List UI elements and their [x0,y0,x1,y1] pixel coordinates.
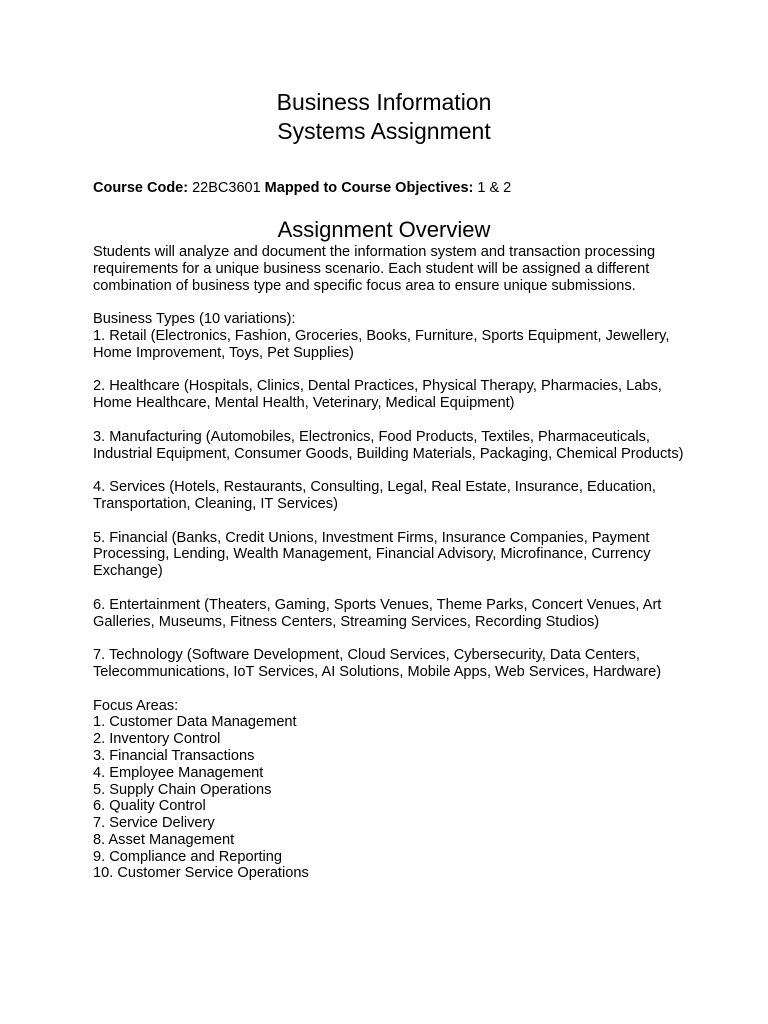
course-code-value: 22BC3601 [192,180,261,196]
business-types-heading: Business Types (10 variations): [93,311,296,328]
list-item: 5. Financial (Banks, Credit Unions, Investment Firms, Insurance Companies, Payment Processing, Lending, Wealth Management, Financial Advisory, Microfinance, Currency Exchange) [93,529,651,580]
list-item: 3. Financial Transactions [93,747,255,764]
list-item: 1. Retail (Electronics, Fashion, Groceries, Books, Furniture, Sports Equipment, Jewellery, Home Improvement, Toys, Pet Supplies) [93,327,670,361]
course-code-label: Course Code: [93,180,189,196]
list-item: 7. Service Delivery [93,815,215,832]
overview-body [93,244,693,882]
list-item: 2. Inventory Control [93,731,221,748]
list-item: 3. Manufacturing (Automobiles, Electronics, Food Products, Textiles, Pharmaceuticals, Industrial Equipment, Consumer Goods, Building Materials, Packaging, Chemical Products) [93,428,684,462]
list-item: 7. Technology (Software Development, Cloud Services, Cybersecurity, Data Centers, Telecommunications, IoT Services, AI Solutions, Mobile Apps, Web Services, Hardware) [93,647,662,680]
business-types-list [93,328,693,681]
list-item: 5. Supply Chain Operations [93,781,272,798]
list-item: 6. Quality Control [93,798,206,815]
document-title [0,88,768,145]
focus-areas-heading: Focus Areas: [93,697,179,714]
title-line-2: Systems Assignment [277,117,491,144]
list-item: 4. Services (Hotels, Restaurants, Consulting, Legal, Real Estate, Insurance, Education, Transportation, Cleaning, IT Services) [93,479,656,512]
list-item: 4. Employee Management [93,764,264,781]
overview-heading: Assignment Overview [277,217,491,242]
title-line-1: Business Information [276,89,492,115]
list-item: 8. Asset Management [93,831,235,848]
course-meta [93,180,693,197]
objectives-value: 1 & 2 [477,180,512,196]
focus-areas-list [93,714,693,882]
overview-paragraph: Students will analyze and document the information system and transaction processing requirements for a unique business scenario. Each student will be assigned a different combination of business type and specific focus area to ensure unique submissions. [93,244,656,294]
list-item: 2. Healthcare (Hospitals, Clinics, Dental Practices, Physical Therapy, Pharmacies, Labs, Home Healthcare, Mental Health, Veterinary, Medical Equipment) [93,378,662,412]
list-item: 1. Customer Data Management [93,714,297,731]
list-item: 6. Entertainment (Theaters, Gaming, Sports Venues, Theme Parks, Concert Venues, Art Galleries, Museums, Fitness Centers, Streaming Services, Recording Studios) [93,596,662,630]
list-item: 10. Customer Service Operations [93,865,309,882]
objectives-label: Mapped to Course Objectives: [264,180,474,196]
list-item: 9. Compliance and Reporting [93,848,283,865]
